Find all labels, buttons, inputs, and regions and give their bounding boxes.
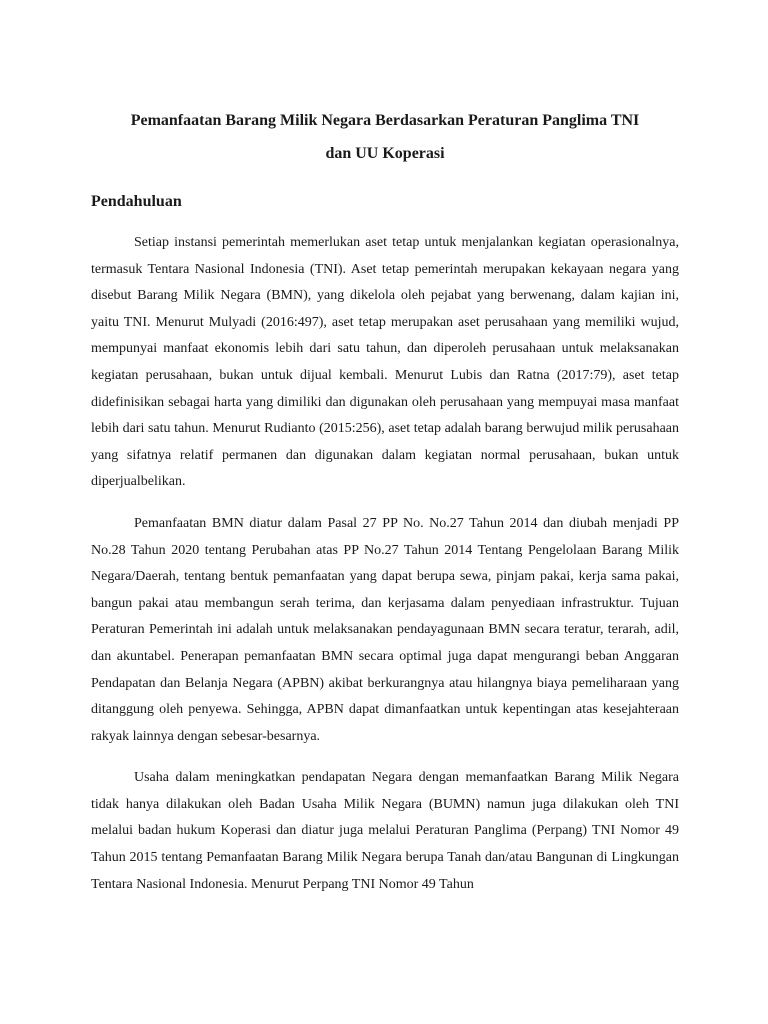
paragraph-1: Setiap instansi pemerintah memerlukan aset tetap untuk menjalankan kegiatan operasionalnya, termasuk Tentara Nasional Indonesia (TNI). Aset tetap pemerintah merupakan kekayaan negara yang disebut Barang Milik Negara (BMN), yang dikelola oleh pejabat yang berwenang, dalam kajian ini, yaitu TNI. Menurut Mulyadi (2016:497), aset tetap merupakan aset perusahaan yang memiliki wujud, mempunyai manfaat ekonomis lebih dari satu tahun, dan diperoleh perusahaan untuk melaksanakan kegiatan perusahaan, bukan untuk dijual kembali. Menurut Lubis dan Ratna (2017:79), aset tetap didefinisikan sebagai harta yang dimiliki dan digunakan oleh perusahaan yang mempuyai masa manfaat lebih dari satu tahun. Menurut Rudianto (2015:256), aset tetap adalah barang berwujud milik perusahaan yang sifatnya relatif permanen dan digunakan dalam kegiatan normal perusahaan, bukan untuk diperjualbelikan. <box>91 235 679 490</box>
section-heading: Pendahuluan <box>91 193 182 210</box>
title-line-2: dan UU Koperasi <box>325 145 445 162</box>
paragraph-3: Usaha dalam meningkatkan pendapatan Negara dengan memanfaatkan Barang Milik Negara tidak hanya dilakukan oleh Badan Usaha Milik Negara (BUMN) namun juga dilakukan oleh TNI melalui badan hukum Koperasi dan diatur juga melalui Peraturan Panglima (Perpang) TNI Nomor 49 Tahun 2015 tentang Pemanfaatan Barang Milik Negara berupa Tanah dan/atau Bangunan di Lingkungan Tentara Nasional Indonesia. Menurut Perpang TNI Nomor 49 Tahun <box>91 770 679 892</box>
document-page <box>91 104 679 913</box>
document-title <box>91 104 679 170</box>
title-line-1: Pemanfaatan Barang Milik Negara Berdasarkan Peraturan Panglima TNI <box>130 112 640 129</box>
paragraph-2: Pemanfaatan BMN diatur dalam Pasal 27 PP No. No.27 Tahun 2014 dan diubah menjadi PP No.28 Tahun 2020 tentang Perubahan atas PP No.27 Tahun 2014 Tentang Pengelolaan Barang Milik Negara/Daerah, tentang bentuk pemanfaatan yang dapat berupa sewa, pinjam pakai, kerja sama pakai, bangun pakai atau membangun serah terima, dan kerjasama dalam penyediaan infrastruktur. Tujuan Peraturan Pemerintah ini adalah untuk melaksanakan pendayagunaan BMN secara teratur, terarah, adil, dan akuntabel. Penerapan pemanfaatan BMN secara optimal juga dapat mengurangi beban Anggaran Pendapatan dan Belanja Negara (APBN) akibat berkurangnya atau hilangnya biaya pemeliharaan yang ditanggung oleh penyewa. Sehingga, APBN dapat dimanfaatkan untuk kepentingan atas kesejahteraan rakyak lainnya dengan sebesar-besarnya. <box>91 515 679 744</box>
